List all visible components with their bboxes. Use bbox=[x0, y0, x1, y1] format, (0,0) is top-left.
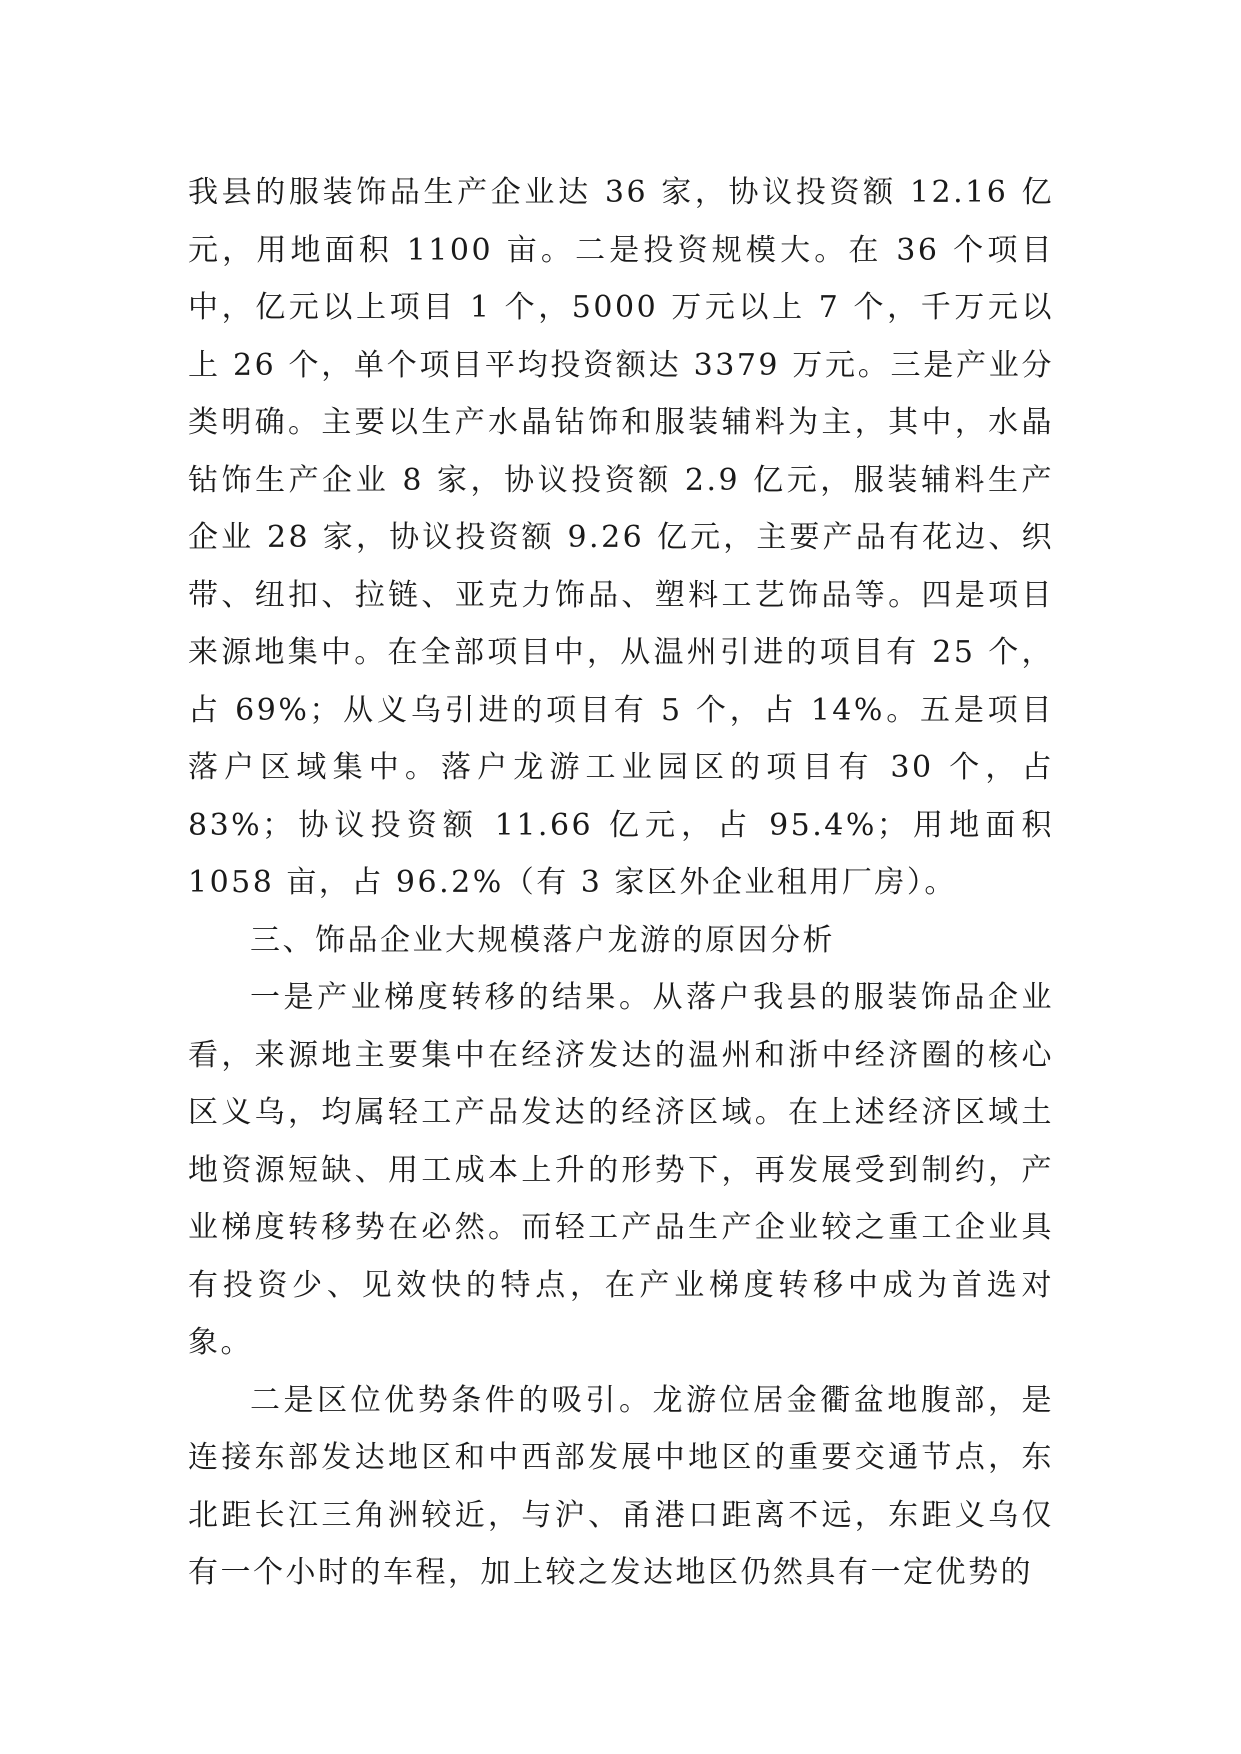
document-body bbox=[188, 164, 1054, 1602]
paragraph-location-advantage: 二是区位优势条件的吸引。龙游位居金衢盆地腹部，是连接东部发达地区和中西部发展中地区的重要交通节点，东北距长江三角洲较近，与沪、甬港口距离不远，东距义乌仅有一个小时的车程，加上较之发达地区仍然具有一定优势的 bbox=[188, 1382, 1054, 1590]
paragraph-investment-summary: 我县的服装饰品生产企业达 36 家，协议投资额 12.16 亿元，用地面积 1100 亩。二是投资规模大。在 36 个项目中，亿元以上项目 1 个，5000 万元以上 7 个，千万元以上 26 个，单个项目平均投资额达 3379 万元。三是产业分类明确。主要以生产水晶钻饰和服装辅料为主，其中，水晶钻饰生产企业 8 家，协议投资额 2.9 亿元，服装辅料生产企业 28 家，协议投资额 9.26 亿元，主要产品有花边、织带、纽扣、拉链、亚克力饰品、塑料工艺饰品等。四是项目来源地集中。在全部项目中，从温州引进的项目有 25 个，占 69%；从义乌引进的项目有 5 个，占 14%。五是项目落户区域集中。落户龙游工业园区的项目有 30 个，占 83%；协议投资额 11.66 亿元，占 95.4%；用地面积 1058 亩，占 96.2%（有 3 家区外企业租用厂房）。 bbox=[188, 175, 1054, 900]
section-heading-cause-analysis: 三、饰品企业大规模落户龙游的原因分析 bbox=[250, 922, 835, 958]
paragraph-industrial-gradient-transfer: 一是产业梯度转移的结果。从落户我县的服装饰品企业看，来源地主要集中在经济发达的温州和浙中经济圈的核心区义乌，均属轻工产品发达的经济区域。在上述经济区域土地资源短缺、用工成本上升的形势下，再发展受到制约，产业梯度转移势在必然。而轻工产品生产企业较之重工企业具有投资少、见效快的特点，在产业梯度转移中成为首选对象。 bbox=[188, 980, 1054, 1360]
